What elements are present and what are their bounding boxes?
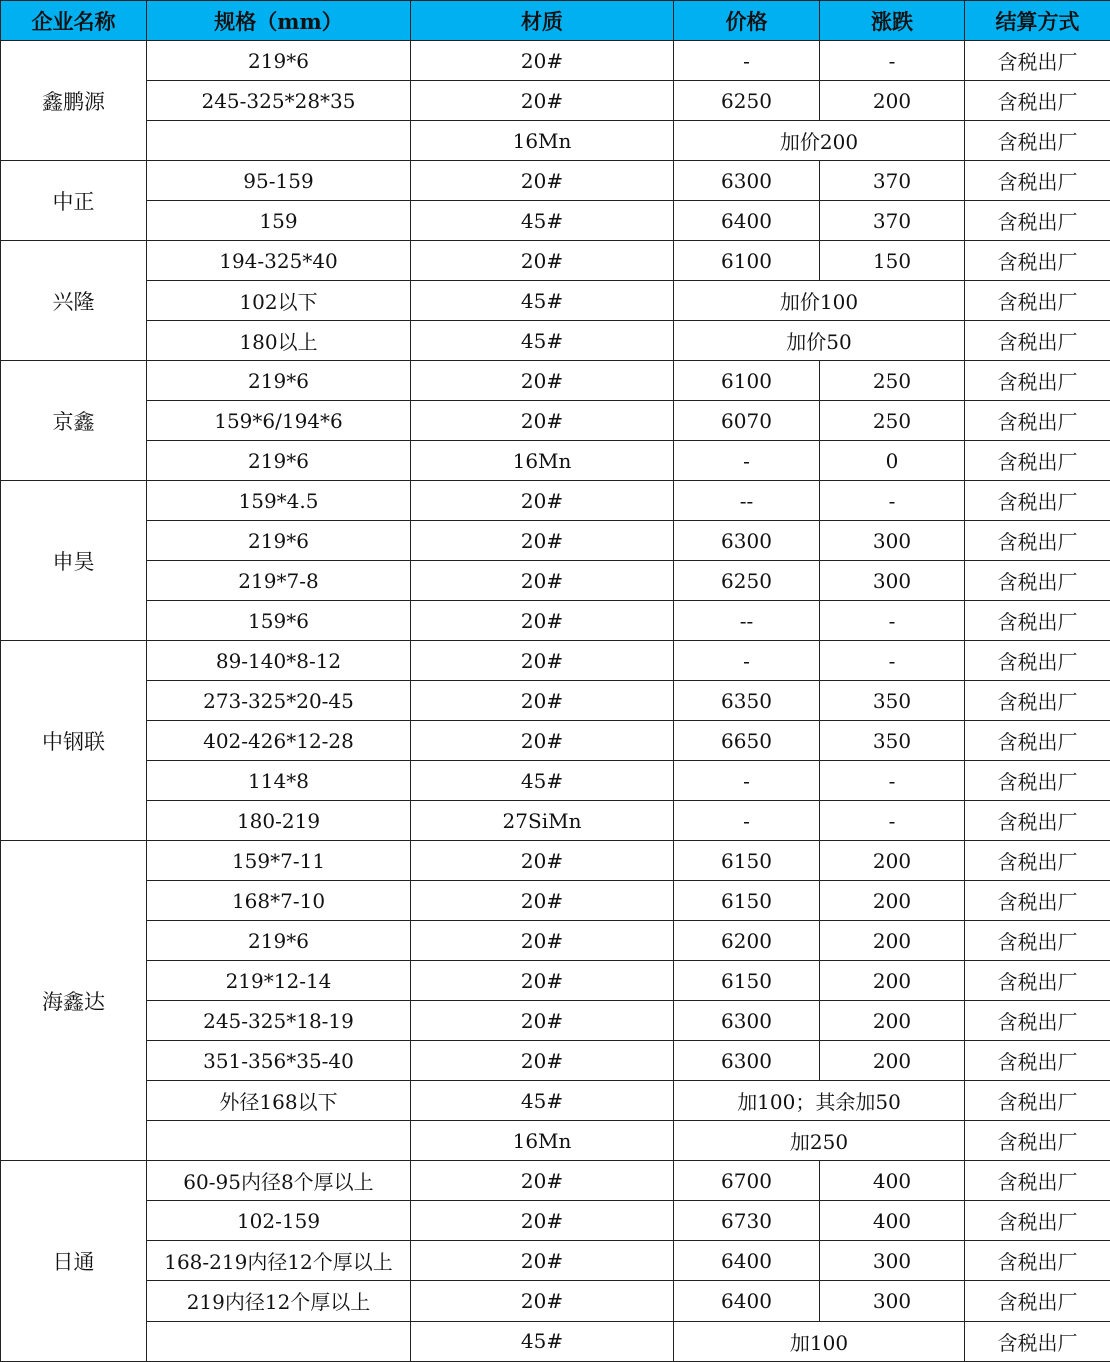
price-cell: 6070	[674, 401, 820, 441]
table-row	[1, 1161, 1110, 1201]
table-row	[1, 561, 1110, 601]
change-cell: 200	[820, 961, 965, 1001]
table-row	[1, 841, 1110, 881]
settlement-cell: 含税出厂	[965, 641, 1110, 681]
price-cell: -	[674, 41, 820, 81]
change-cell: 150	[820, 241, 965, 281]
price-cell: 6300	[674, 1001, 820, 1041]
settlement-cell: 含税出厂	[965, 561, 1110, 601]
material-cell: 16Mn	[411, 121, 674, 161]
header-settlement: 结算方式	[965, 1, 1110, 41]
price-cell: 6300	[674, 521, 820, 561]
change-cell: -	[820, 481, 965, 521]
spec-cell: 219*6	[147, 441, 411, 481]
spec-cell: 245-325*18-19	[147, 1001, 411, 1041]
company-cell: 中钢联	[1, 641, 147, 841]
price-cell: 6400	[674, 1241, 820, 1281]
table-row	[1, 1281, 1110, 1321]
company-cell: 海鑫达	[1, 841, 147, 1161]
price-cell: 6250	[674, 561, 820, 601]
settlement-cell: 含税出厂	[965, 441, 1110, 481]
settlement-cell: 含税出厂	[965, 321, 1110, 361]
material-cell: 20#	[411, 1161, 674, 1201]
change-cell: -	[820, 601, 965, 641]
spec-cell: 159*6/194*6	[147, 401, 411, 441]
material-cell: 20#	[411, 81, 674, 121]
header-row	[1, 1, 1110, 41]
settlement-cell: 含税出厂	[965, 41, 1110, 81]
spec-cell: 168*7-10	[147, 881, 411, 921]
material-cell: 20#	[411, 1001, 674, 1041]
price-cell: 6150	[674, 881, 820, 921]
table-row	[1, 41, 1110, 81]
material-cell: 45#	[411, 281, 674, 321]
material-cell: 20#	[411, 241, 674, 281]
settlement-cell: 含税出厂	[965, 481, 1110, 521]
spec-cell: 60-95内径8个厚以上	[147, 1161, 411, 1201]
material-cell: 45#	[411, 1321, 674, 1362]
settlement-cell: 含税出厂	[965, 1041, 1110, 1081]
company-cell: 日通	[1, 1161, 147, 1362]
price-cell: --	[674, 601, 820, 641]
spec-cell: 219*6	[147, 361, 411, 401]
price-cell: 6100	[674, 361, 820, 401]
material-cell: 20#	[411, 401, 674, 441]
table-body	[1, 41, 1110, 1362]
spec-cell: 159*7-11	[147, 841, 411, 881]
material-cell: 20#	[411, 561, 674, 601]
material-cell: 20#	[411, 161, 674, 201]
spec-cell: 159*6	[147, 601, 411, 641]
material-cell: 20#	[411, 521, 674, 561]
change-cell: 200	[820, 1041, 965, 1081]
settlement-cell: 含税出厂	[965, 201, 1110, 241]
table-row	[1, 961, 1110, 1001]
material-cell: 20#	[411, 1201, 674, 1241]
table-row	[1, 921, 1110, 961]
settlement-cell: 含税出厂	[965, 921, 1110, 961]
spec-cell: 194-325*40	[147, 241, 411, 281]
change-cell: 300	[820, 1281, 965, 1321]
material-cell: 27SiMn	[411, 801, 674, 841]
table-row	[1, 241, 1110, 281]
material-cell: 20#	[411, 361, 674, 401]
change-cell: 400	[820, 1201, 965, 1241]
table-row	[1, 281, 1110, 321]
settlement-cell: 含税出厂	[965, 1001, 1110, 1041]
price-cell: -	[674, 441, 820, 481]
material-cell: 45#	[411, 201, 674, 241]
material-cell: 20#	[411, 641, 674, 681]
settlement-cell: 含税出厂	[965, 1161, 1110, 1201]
table-row	[1, 1201, 1110, 1241]
settlement-cell: 含税出厂	[965, 841, 1110, 881]
material-cell: 20#	[411, 961, 674, 1001]
spec-cell: 102以下	[147, 281, 411, 321]
change-cell: 350	[820, 721, 965, 761]
table-row	[1, 1321, 1110, 1362]
spec-cell: 95-159	[147, 161, 411, 201]
change-cell: 200	[820, 921, 965, 961]
spec-cell: 外径168以下	[147, 1081, 411, 1121]
material-cell: 20#	[411, 601, 674, 641]
company-cell: 中正	[1, 161, 147, 241]
settlement-cell: 含税出厂	[965, 521, 1110, 561]
spec-cell: 219*12-14	[147, 961, 411, 1001]
material-cell: 20#	[411, 721, 674, 761]
spec-cell: 245-325*28*35	[147, 81, 411, 121]
table-row	[1, 1041, 1110, 1081]
settlement-cell: 含税出厂	[965, 161, 1110, 201]
change-cell: 300	[820, 561, 965, 601]
change-cell: 200	[820, 81, 965, 121]
company-cell: 京鑫	[1, 361, 147, 481]
settlement-cell: 含税出厂	[965, 721, 1110, 761]
material-cell: 20#	[411, 1281, 674, 1321]
table-row	[1, 441, 1110, 481]
material-cell: 45#	[411, 1081, 674, 1121]
change-cell: -	[820, 41, 965, 81]
spec-cell: 219*6	[147, 921, 411, 961]
material-cell: 20#	[411, 1241, 674, 1281]
change-cell: 370	[820, 201, 965, 241]
spec-cell: 168-219内径12个厚以上	[147, 1241, 411, 1281]
table-row	[1, 321, 1110, 361]
table-row	[1, 1081, 1110, 1121]
change-cell: 300	[820, 1241, 965, 1281]
spec-cell: 219内径12个厚以上	[147, 1281, 411, 1321]
table-row	[1, 681, 1110, 721]
table-row	[1, 1121, 1110, 1161]
header-change: 涨跌	[820, 1, 965, 41]
material-cell: 20#	[411, 841, 674, 881]
table-row	[1, 761, 1110, 801]
table-row	[1, 801, 1110, 841]
spec-cell: 219*6	[147, 521, 411, 561]
change-cell: -	[820, 641, 965, 681]
spec-cell: 351-356*35-40	[147, 1041, 411, 1081]
spec-cell	[147, 1321, 411, 1362]
price-cell: --	[674, 481, 820, 521]
spec-cell: 273-325*20-45	[147, 681, 411, 721]
table-row	[1, 161, 1110, 201]
spec-cell	[147, 1121, 411, 1161]
change-cell: -	[820, 801, 965, 841]
settlement-cell: 含税出厂	[965, 801, 1110, 841]
table-row	[1, 201, 1110, 241]
table-row	[1, 121, 1110, 161]
table-row	[1, 601, 1110, 641]
change-cell: 200	[820, 881, 965, 921]
price-cell: 6650	[674, 721, 820, 761]
settlement-cell: 含税出厂	[965, 121, 1110, 161]
spec-cell: 402-426*12-28	[147, 721, 411, 761]
material-cell: 20#	[411, 41, 674, 81]
settlement-cell: 含税出厂	[965, 1201, 1110, 1241]
spec-cell: 219*6	[147, 41, 411, 81]
price-note-cell: 加价50	[674, 321, 965, 361]
settlement-cell: 含税出厂	[965, 81, 1110, 121]
spec-cell: 114*8	[147, 761, 411, 801]
change-cell: 250	[820, 361, 965, 401]
table-row	[1, 361, 1110, 401]
spec-cell: 180以上	[147, 321, 411, 361]
company-cell: 兴隆	[1, 241, 147, 361]
header-material: 材质	[411, 1, 674, 41]
settlement-cell: 含税出厂	[965, 1121, 1110, 1161]
change-cell: 0	[820, 441, 965, 481]
settlement-cell: 含税出厂	[965, 1081, 1110, 1121]
table-row	[1, 1241, 1110, 1281]
price-note-cell: 加250	[674, 1121, 965, 1161]
settlement-cell: 含税出厂	[965, 1281, 1110, 1321]
settlement-cell: 含税出厂	[965, 401, 1110, 441]
price-cell: 6350	[674, 681, 820, 721]
settlement-cell: 含税出厂	[965, 881, 1110, 921]
price-cell: 6100	[674, 241, 820, 281]
material-cell: 20#	[411, 1041, 674, 1081]
price-cell: 6250	[674, 81, 820, 121]
settlement-cell: 含税出厂	[965, 1321, 1110, 1362]
spec-cell: 159*4.5	[147, 481, 411, 521]
price-cell: 6700	[674, 1161, 820, 1201]
material-cell: 20#	[411, 881, 674, 921]
change-cell: 350	[820, 681, 965, 721]
price-cell: 6150	[674, 841, 820, 881]
settlement-cell: 含税出厂	[965, 761, 1110, 801]
material-cell: 20#	[411, 681, 674, 721]
price-cell: 6150	[674, 961, 820, 1001]
material-cell: 20#	[411, 481, 674, 521]
material-cell: 45#	[411, 761, 674, 801]
price-cell: 6400	[674, 1281, 820, 1321]
price-note-cell: 加价100	[674, 281, 965, 321]
company-cell: 鑫鹏源	[1, 41, 147, 161]
spec-cell: 159	[147, 201, 411, 241]
change-cell: 250	[820, 401, 965, 441]
settlement-cell: 含税出厂	[965, 961, 1110, 1001]
price-note-cell: 加100	[674, 1321, 965, 1362]
change-cell: 400	[820, 1161, 965, 1201]
price-cell: 6200	[674, 921, 820, 961]
spec-cell: 219*7-8	[147, 561, 411, 601]
change-cell: 200	[820, 1001, 965, 1041]
spec-cell: 89-140*8-12	[147, 641, 411, 681]
change-cell: 200	[820, 841, 965, 881]
table-header	[1, 1, 1110, 41]
header-company: 企业名称	[1, 1, 147, 41]
table-row	[1, 641, 1110, 681]
material-cell: 45#	[411, 321, 674, 361]
table-row	[1, 521, 1110, 561]
settlement-cell: 含税出厂	[965, 281, 1110, 321]
change-cell: -	[820, 761, 965, 801]
table-row	[1, 481, 1110, 521]
price-cell: 6300	[674, 161, 820, 201]
price-cell: 6730	[674, 1201, 820, 1241]
header-price: 价格	[674, 1, 820, 41]
price-cell: -	[674, 761, 820, 801]
material-cell: 16Mn	[411, 1121, 674, 1161]
settlement-cell: 含税出厂	[965, 241, 1110, 281]
material-cell: 16Mn	[411, 441, 674, 481]
price-cell: 6300	[674, 1041, 820, 1081]
price-cell: -	[674, 641, 820, 681]
table-row	[1, 81, 1110, 121]
header-spec: 规格（mm）	[147, 1, 411, 41]
price-note-cell: 加价200	[674, 121, 965, 161]
settlement-cell: 含税出厂	[965, 361, 1110, 401]
change-cell: 300	[820, 521, 965, 561]
spec-cell: 180-219	[147, 801, 411, 841]
spec-cell: 102-159	[147, 1201, 411, 1241]
change-cell: 370	[820, 161, 965, 201]
settlement-cell: 含税出厂	[965, 601, 1110, 641]
settlement-cell: 含税出厂	[965, 1241, 1110, 1281]
table-row	[1, 721, 1110, 761]
table-row	[1, 881, 1110, 921]
material-cell: 20#	[411, 921, 674, 961]
price-note-cell: 加100；其余加50	[674, 1081, 965, 1121]
settlement-cell: 含税出厂	[965, 681, 1110, 721]
spec-cell	[147, 121, 411, 161]
price-cell: -	[674, 801, 820, 841]
price-cell: 6400	[674, 201, 820, 241]
company-cell: 申昊	[1, 481, 147, 641]
table-row	[1, 401, 1110, 441]
table-row	[1, 1001, 1110, 1041]
